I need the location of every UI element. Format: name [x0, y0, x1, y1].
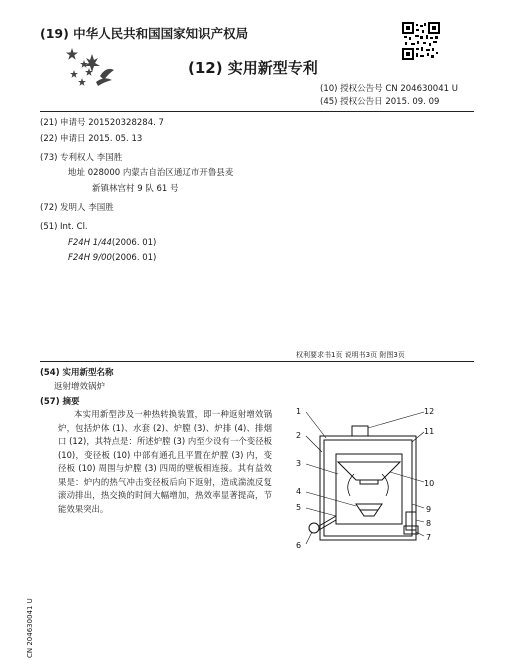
document-type-title: (12) 实用新型专利 [188, 59, 318, 77]
publication-date: (45) 授权公告日 2015. 09. 09 [320, 97, 440, 107]
flue-outlet [352, 426, 368, 436]
address-line-1: 地址 028000 内蒙古自治区通辽市开鲁县麦 [68, 168, 234, 179]
drawing-label-3: 3 [296, 459, 302, 468]
ipc-class: F24H 9/00 [68, 253, 112, 264]
qr-code-icon [402, 22, 440, 60]
patentee-row [40, 151, 233, 167]
int-cl-label: Int. Cl. [60, 221, 88, 232]
application-number-row [40, 116, 233, 132]
abstract-label: (57) 摘要 [40, 397, 80, 407]
ipc-year: (2006. 01) [111, 253, 157, 264]
utility-model-title: 返射增效锅炉 [54, 382, 106, 392]
patentee: 专利权人 李国胜 [60, 152, 123, 163]
drawing-label-11: 11 [424, 427, 435, 436]
inventor-row [40, 201, 233, 217]
title-label: (54) 实用新型名称 [40, 368, 114, 378]
national-emblem-icon [62, 46, 118, 92]
drawing-label-1: 1 [296, 407, 302, 416]
publication-number: (10) 授权公告号 CN 204630041 U [320, 84, 458, 94]
title-section [40, 366, 114, 409]
application-date-row [40, 132, 233, 148]
publication-info [320, 83, 458, 109]
drawing-label-5: 5 [296, 503, 302, 512]
field-code: (51) [40, 221, 58, 232]
ipc-class-row [40, 236, 233, 252]
office-name: (19) 中华人民共和国国家知识产权局 [40, 26, 249, 41]
reducing-plate [338, 462, 400, 484]
drawing-label-12: 12 [424, 407, 435, 416]
middle-divider [40, 361, 474, 362]
side-publication-number: CN 204630041 U [26, 598, 34, 658]
drawing-label-10: 10 [424, 479, 435, 488]
boiler-drawing [286, 400, 446, 560]
field-code: (21) [40, 118, 58, 128]
int-cl-row [40, 220, 233, 236]
application-number: 申请号 201520328284. 7 [60, 118, 164, 128]
drawing-label-7: 7 [426, 533, 432, 542]
drawing-label-2: 2 [296, 431, 302, 440]
furnace-chamber [336, 454, 402, 524]
abstract-text: 本实用新型涉及一种热转换装置，即一种返射增效锅炉，包括炉体 (1)、水套 (2)、炉膛 (3)、炉排 (4)、排烟口 (12)，其特点是：所述炉膛 (3) 内至少设有一个变径板 (10)，变径板 (10) 中部有通孔且平置在炉膛 (3) 内，变径板 (10) 周围与炉膛 (3) 四周的壁板相连接。其有益效果是：炉内的热气冲击变径板后向下返射，造成湍流反复滚动排出，热交换的时间大幅增加，热效率显著提高，节能效果突出。 [58, 409, 272, 514]
bibliographic-data [40, 116, 233, 267]
inventor: 发明人 李国胜 [60, 202, 114, 213]
address-line-2: 新镇林宫村 9 队 61 号 [92, 184, 179, 195]
field-code: (73) [40, 152, 58, 163]
drawing-label-6: 6 [296, 541, 302, 550]
field-code: (22) [40, 133, 58, 144]
blower [309, 516, 336, 533]
drawing-label-4: 4 [296, 487, 302, 496]
page-counts: 权利要求书1页 说明书3页 附图3页 [296, 351, 405, 359]
drawing-label-8: 8 [426, 519, 432, 528]
ipc-year: (2006. 01) [111, 237, 157, 248]
top-divider [40, 111, 474, 112]
drawing-label-9: 9 [426, 505, 432, 514]
field-code: (72) [40, 202, 58, 213]
ipc-class-row [40, 251, 233, 267]
application-date: 申请日 2015. 05. 13 [60, 133, 143, 144]
ipc-class: F24H 1/44 [68, 237, 112, 248]
grate [356, 504, 382, 516]
